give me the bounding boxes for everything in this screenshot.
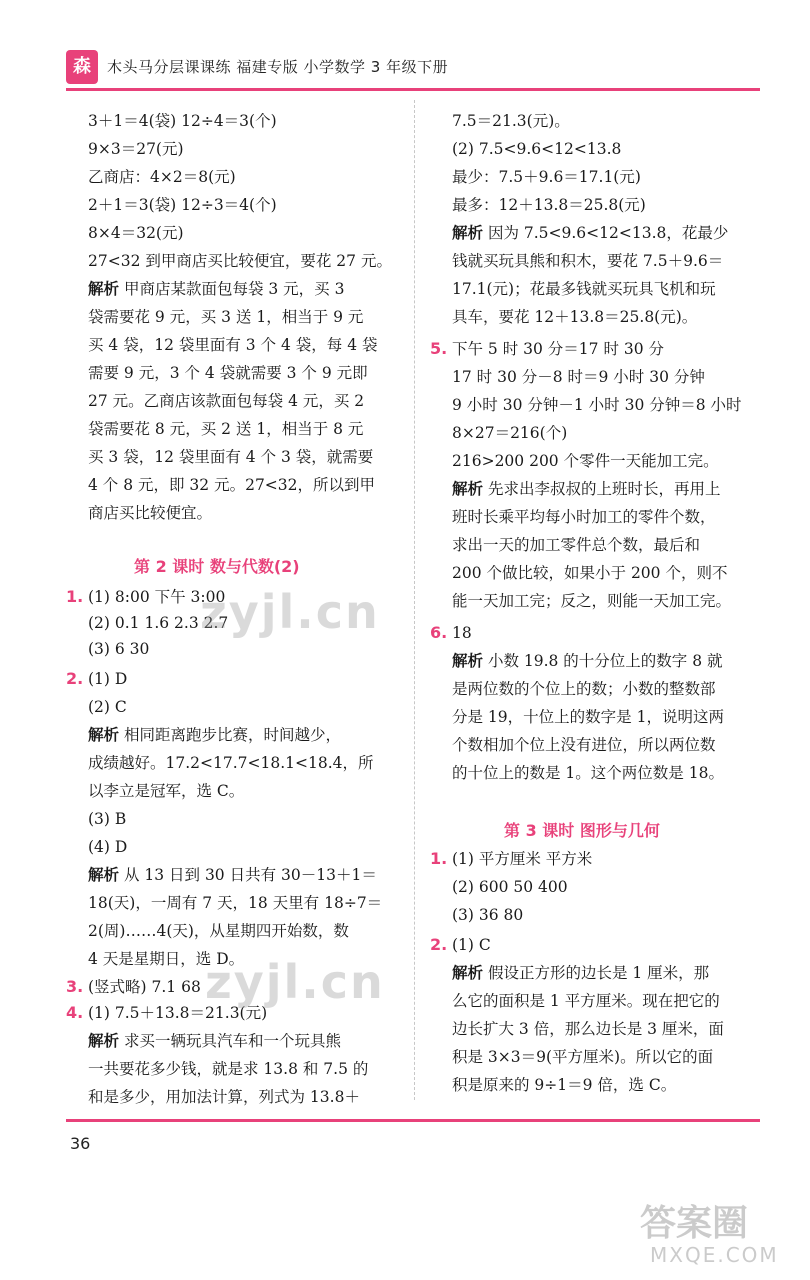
answer-line: 8×4＝32(元) bbox=[88, 224, 184, 242]
answer-line: 17 时 30 分－8 时＝9 小时 30 分钟 bbox=[452, 368, 705, 386]
question-number: 6. bbox=[430, 623, 448, 642]
answer-line: 乙商店：4×2＝8(元) bbox=[88, 168, 236, 186]
analysis-line bbox=[88, 278, 344, 300]
analysis-tag: 解析 bbox=[452, 652, 484, 670]
answer-line: 最多：12＋13.8＝25.8(元) bbox=[452, 196, 646, 214]
page-number: 36 bbox=[70, 1134, 91, 1153]
answer-line: (1) D bbox=[88, 670, 128, 688]
analysis-line: 能一天加工完；反之，则能一天加工完。 bbox=[452, 592, 732, 610]
analysis-line: 个数相加个位上没有进位，所以两位数 bbox=[452, 736, 716, 754]
question-number: 3. bbox=[66, 977, 84, 996]
analysis-line: 具车，要花 12＋13.8＝25.8(元)。 bbox=[452, 308, 698, 326]
analysis-tag: 解析 bbox=[452, 480, 484, 498]
analysis-line: 袋需要花 9 元，买 3 送 1，相当于 9 元 bbox=[88, 308, 364, 326]
analysis-line: 钱就买玩具熊和积木，要花 7.5＋9.6＝ bbox=[452, 252, 724, 270]
analysis-line: 4 天是星期日，选 D。 bbox=[88, 950, 245, 968]
answer-line: 2＋1＝3(袋) 12÷3＝4(个) bbox=[88, 196, 277, 214]
analysis-line: 成绩越好。17.2<17.7<18.1<18.4，所 bbox=[88, 754, 374, 772]
analysis-line: 班时长乘平均每小时加工的零件个数， bbox=[452, 508, 716, 526]
analysis-line: 商店买比较便宜。 bbox=[88, 504, 213, 522]
analysis-line: 的十位上的数是 1。这个两位数是 18。 bbox=[452, 764, 724, 782]
answer-line: (1) 8:00 下午 3:00 bbox=[88, 588, 226, 606]
answer-line: (2) C bbox=[88, 698, 127, 716]
analysis-tag: 解析 bbox=[88, 866, 120, 884]
header-rule bbox=[66, 88, 760, 91]
lesson-heading: 第 3 课时 图形与几何 bbox=[504, 821, 660, 840]
analysis-line: 积是 3×3＝9(平方厘米)。所以它的面 bbox=[452, 1048, 714, 1066]
analysis-text: 因为 7.5<9.6<12<13.8，花最少 bbox=[483, 224, 729, 242]
answer-line: (竖式略) 7.1 68 bbox=[88, 978, 201, 996]
answer-line: (3) 36 80 bbox=[452, 906, 524, 924]
header-title: 木头马分层课课练 福建专版 小学数学 3 年级下册 bbox=[107, 58, 449, 76]
analysis-text: 假设正方形的边长是 1 厘米，那 bbox=[483, 964, 710, 982]
answer-line: 9 小时 30 分钟－1 小时 30 分钟＝8 小时 bbox=[452, 396, 742, 414]
analysis-line bbox=[88, 864, 377, 886]
analysis-line bbox=[88, 1030, 341, 1052]
corner-watermark-url: MXQE.COM bbox=[650, 1243, 779, 1267]
answer-line: (3) B bbox=[88, 810, 127, 828]
answer-line: 3＋1＝4(袋) 12÷4＝3(个) bbox=[88, 112, 277, 130]
answer-line: 8×27＝216(个) bbox=[452, 424, 568, 442]
analysis-line: 么它的面积是 1 平方厘米。现在把它的 bbox=[452, 992, 720, 1010]
analysis-line: 18(天)，一周有 7 天，18 天里有 18÷7＝ bbox=[88, 894, 383, 912]
footer-rule bbox=[66, 1119, 760, 1122]
answer-line: (1) 平方厘米 平方米 bbox=[452, 850, 593, 868]
watermark: zyjl.cn bbox=[205, 955, 385, 1009]
answer-line: (2) 600 50 400 bbox=[452, 878, 568, 896]
analysis-line: 积是原来的 9÷1＝9 倍，选 C。 bbox=[452, 1076, 677, 1094]
question-number: 1. bbox=[430, 849, 448, 868]
answer-line: 27<32 到甲商店买比较便宜，要花 27 元。 bbox=[88, 252, 392, 270]
analysis-line bbox=[452, 478, 720, 500]
analysis-line: 是两位数的个位上的数；小数的整数部 bbox=[452, 680, 716, 698]
analysis-line: 以李立是冠军，选 C。 bbox=[88, 782, 245, 800]
answer-line: 下午 5 时 30 分＝17 时 30 分 bbox=[452, 340, 665, 358]
answer-line: (1) 7.5＋13.8＝21.3(元) bbox=[88, 1004, 268, 1022]
analysis-line bbox=[452, 222, 728, 244]
analysis-tag: 解析 bbox=[452, 224, 484, 242]
question-number: 4. bbox=[66, 1003, 84, 1022]
analysis-tag: 解析 bbox=[88, 280, 120, 298]
answer-line: 7.5＝21.3(元)。 bbox=[452, 112, 570, 130]
analysis-line bbox=[452, 962, 709, 984]
analysis-line: 求出一天的加工零件总个数，最后和 bbox=[452, 536, 701, 554]
answer-line: 9×3＝27(元) bbox=[88, 140, 184, 158]
analysis-line: 买 3 袋，12 袋里面有 4 个 3 袋，就需要 bbox=[88, 448, 374, 466]
analysis-line: 4 个 8 元，即 32 元。27<32，所以到甲 bbox=[88, 476, 376, 494]
analysis-tag: 解析 bbox=[88, 1032, 120, 1050]
analysis-line: 17.1(元)；花最多钱就买玩具飞机和玩 bbox=[452, 280, 716, 298]
analysis-line: 2(周)……4(天)，从星期四开始数，数 bbox=[88, 922, 349, 940]
watermark: zyjl.cn bbox=[200, 585, 380, 639]
answer-line: (2) 7.5<9.6<12<13.8 bbox=[452, 140, 622, 158]
answer-line: (2) 0.1 1.6 2.3 2.7 bbox=[88, 614, 229, 632]
corner-watermark bbox=[640, 1195, 805, 1275]
analysis-text: 相同距离跑步比赛，时间越少， bbox=[119, 726, 341, 744]
analysis-text: 小数 19.8 的十分位上的数字 8 就 bbox=[483, 652, 723, 670]
analysis-tag: 解析 bbox=[452, 964, 484, 982]
brand-logo: 森 bbox=[66, 50, 98, 84]
question-number: 2. bbox=[66, 669, 84, 688]
answer-line: 18 bbox=[452, 624, 472, 642]
answer-line: (3) 6 30 bbox=[88, 640, 150, 658]
analysis-text: 求买一辆玩具汽车和一个玩具熊 bbox=[119, 1032, 341, 1050]
analysis-line: 需要 9 元，3 个 4 袋就需要 3 个 9 元即 bbox=[88, 364, 368, 382]
analysis-line bbox=[88, 724, 341, 746]
analysis-text: 先求出李叔叔的上班时长，再用上 bbox=[483, 480, 721, 498]
answer-line: 最少：7.5＋9.6＝17.1(元) bbox=[452, 168, 641, 186]
analysis-line: 分是 19，十位上的数字是 1，说明这两 bbox=[452, 708, 724, 726]
analysis-line: 200 个做比较，如果小于 200 个，则不 bbox=[452, 564, 728, 582]
analysis-line: 和是多少，用加法计算，列式为 13.8＋ bbox=[88, 1088, 360, 1106]
analysis-line: 买 4 袋，12 袋里面有 3 个 4 袋，每 4 袋 bbox=[88, 336, 378, 354]
analysis-line: 边长扩大 3 倍，那么边长是 3 厘米，面 bbox=[452, 1020, 724, 1038]
analysis-line: 27 元。乙商店该款面包每袋 4 元，买 2 bbox=[88, 392, 365, 410]
analysis-text: 从 13 日到 30 日共有 30－13＋1＝ bbox=[119, 866, 377, 884]
analysis-line: 袋需要花 8 元，买 2 送 1，相当于 8 元 bbox=[88, 420, 364, 438]
answer-line: 216>200 200 个零件一天能加工完。 bbox=[452, 452, 719, 470]
analysis-line bbox=[452, 650, 723, 672]
analysis-line: 一共要花多少钱，就是求 13.8 和 7.5 的 bbox=[88, 1060, 369, 1078]
question-number: 2. bbox=[430, 935, 448, 954]
analysis-text: 甲商店某款面包每袋 3 元，买 3 bbox=[119, 280, 345, 298]
question-number: 5. bbox=[430, 339, 448, 358]
answer-line: (4) D bbox=[88, 838, 128, 856]
corner-watermark-title: 答案圈 bbox=[640, 1203, 749, 1244]
question-number: 1. bbox=[66, 587, 84, 606]
column-divider bbox=[414, 100, 415, 1100]
page-header bbox=[0, 50, 810, 90]
lesson-heading: 第 2 课时 数与代数(2) bbox=[134, 557, 300, 576]
analysis-tag: 解析 bbox=[88, 726, 120, 744]
answer-line: (1) C bbox=[452, 936, 491, 954]
